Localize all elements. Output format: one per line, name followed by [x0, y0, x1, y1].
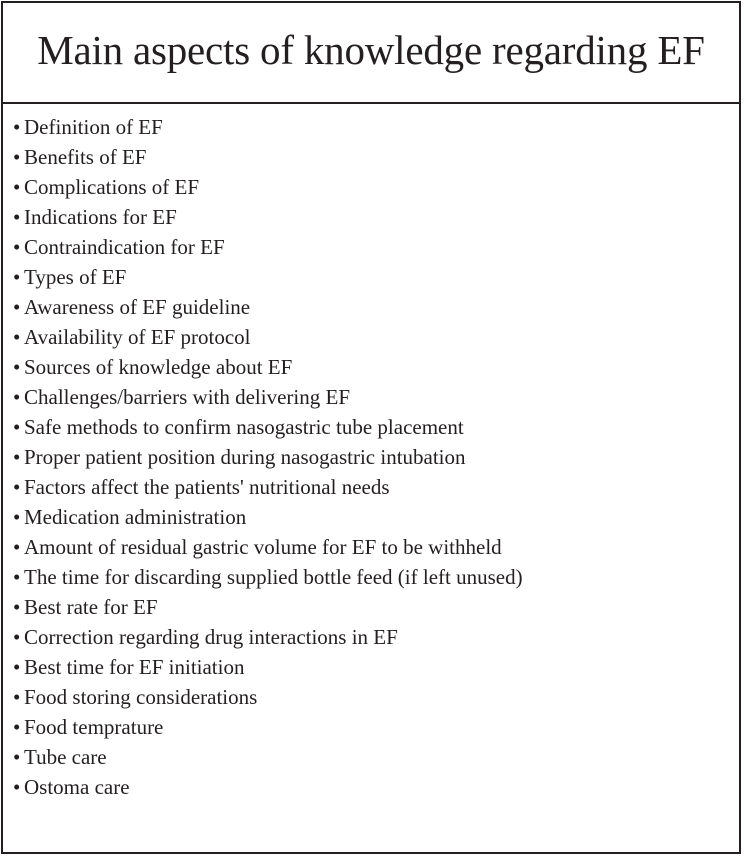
bullet-glyph: •: [13, 145, 21, 169]
aspects-list: [3, 112, 523, 802]
bullet-glyph: •: [13, 595, 21, 619]
list-item: [3, 382, 523, 412]
bullet-glyph: •: [13, 175, 21, 199]
list-item-text: Correction regarding drug interactions in EF: [24, 625, 398, 649]
list-item: [3, 682, 523, 712]
bullet-glyph: •: [13, 625, 21, 649]
list-item-text: Benefits of EF: [24, 145, 147, 169]
bullet-glyph: •: [13, 355, 21, 379]
list-item-text: Complications of EF: [24, 175, 199, 199]
bullet-glyph: •: [13, 205, 21, 229]
list-item: [3, 622, 523, 652]
list-item: [3, 772, 523, 802]
list-item: [3, 532, 523, 562]
list-item-text: Indications for EF: [24, 205, 177, 229]
bullet-glyph: •: [13, 295, 21, 319]
bullet-glyph: •: [13, 325, 21, 349]
list-item: [3, 502, 523, 532]
list-item-text: Tube care: [24, 745, 107, 769]
list-item: [3, 202, 523, 232]
list-item-text: Food temprature: [24, 715, 164, 739]
list-item: [3, 442, 523, 472]
list-item-text: Ostoma care: [24, 775, 130, 799]
list-item-text: Medication administration: [24, 505, 247, 529]
bullet-glyph: •: [13, 265, 21, 289]
list-item: [3, 652, 523, 682]
list-item: [3, 262, 523, 292]
list-item-text: Definition of EF: [24, 115, 163, 139]
bullet-glyph: •: [13, 655, 21, 679]
bullet-glyph: •: [13, 235, 21, 259]
list-item-text: Challenges/barriers with delivering EF: [24, 385, 351, 409]
list-item-text: Food storing considerations: [24, 685, 258, 709]
bullet-glyph: •: [13, 685, 21, 709]
bullet-glyph: •: [13, 385, 21, 409]
list-item-text: Best rate for EF: [24, 595, 158, 619]
list-item: [3, 292, 523, 322]
list-item: [3, 742, 523, 772]
bullet-glyph: •: [13, 565, 21, 589]
list-item: [3, 592, 523, 622]
bullet-glyph: •: [13, 775, 21, 799]
list-item-text: Availability of EF protocol: [24, 325, 251, 349]
list-item: [3, 562, 523, 592]
list-item-text: Sources of knowledge about EF: [24, 355, 293, 379]
list-item-text: Awareness of EF guideline: [24, 295, 251, 319]
bullet-glyph: •: [13, 745, 21, 769]
list-item: [3, 352, 523, 382]
table-title: Main aspects of knowledge regarding EF: [37, 26, 705, 73]
bullet-glyph: •: [13, 505, 21, 529]
list-item-text: Types of EF: [24, 265, 127, 289]
bullet-glyph: •: [13, 415, 21, 439]
list-item: [3, 112, 523, 142]
list-item-text: Safe methods to confirm nasogastric tube placement: [24, 415, 464, 439]
list-item-text: Amount of residual gastric volume for EF to be withheld: [24, 535, 502, 559]
list-item-text: Proper patient position during nasogastric intubation: [24, 445, 466, 469]
list-item: [3, 472, 523, 502]
table-header: [3, 3, 739, 104]
list-item: [3, 142, 523, 172]
bullet-glyph: •: [13, 715, 21, 739]
list-item-text: Contraindication for EF: [24, 235, 225, 259]
bullet-glyph: •: [13, 115, 21, 139]
list-item-text: Best time for EF initiation: [24, 655, 245, 679]
list-item: [3, 712, 523, 742]
knowledge-table: [1, 1, 741, 854]
bullet-glyph: •: [13, 445, 21, 469]
list-item-text: The time for discarding supplied bottle feed (if left unused): [24, 565, 523, 589]
list-item: [3, 412, 523, 442]
bullet-glyph: •: [13, 535, 21, 559]
list-item: [3, 232, 523, 262]
list-item-text: Factors affect the patients' nutritional needs: [24, 475, 390, 499]
list-item: [3, 322, 523, 352]
list-item: [3, 172, 523, 202]
bullet-glyph: •: [13, 475, 21, 499]
